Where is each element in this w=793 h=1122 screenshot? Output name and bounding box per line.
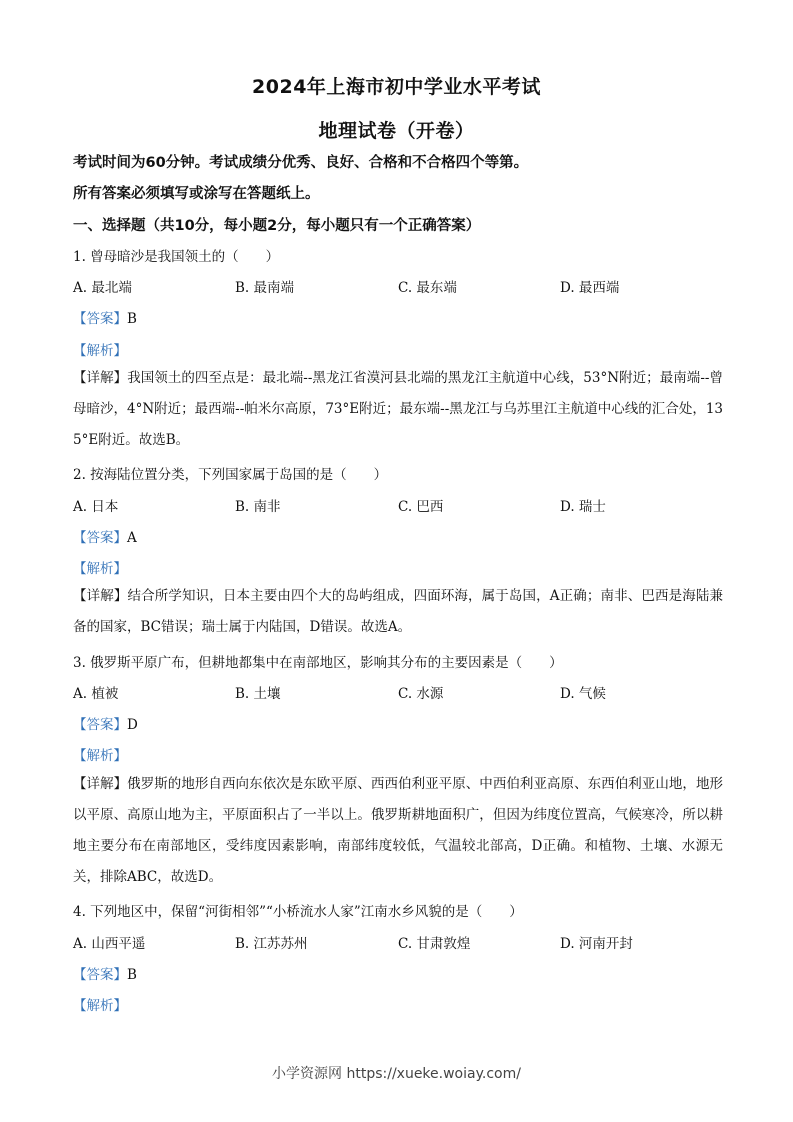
question-options [73, 932, 723, 952]
exam-notice-time: 考试时间为60分钟。考试成绩分优秀、良好、合格和不合格四个等第。 [73, 155, 529, 171]
answer-value: B [127, 311, 137, 327]
answer-line [73, 713, 723, 733]
option-d: D. 最西端 [560, 280, 620, 296]
detail-paragraph [73, 581, 723, 643]
option-b: B. 最南端 [235, 280, 295, 296]
option-c: C. 最东端 [398, 280, 457, 296]
section-heading: 一、选择题（共10分，每小题2分，每小题只有一个正确答案） [73, 218, 481, 234]
answer-line [73, 307, 723, 327]
question-stem: 4. 下列地区中，保留“河街相邻”“小桥流水人家”江南水乡风貌的是（ ） [73, 904, 523, 920]
answer-line [73, 526, 723, 546]
answer-value: B [127, 967, 137, 983]
detail-text: 我国领土的四至点是：最北端--黑龙江省漠河县北端的黑龙江主航道中心线，53°N附近；最南端--曾母暗沙，4°N附近；最西端--帕米尔高原，73°E附近；最东端--黑龙江与乌苏里江主航道中心线的汇合处，135°E附近。故选B。 [73, 370, 723, 448]
question-options [73, 495, 723, 515]
option-c: C. 甘肃敦煌 [398, 936, 471, 952]
answer-tag: 【答案】 [73, 311, 127, 327]
answer-value: D [127, 717, 138, 733]
question-options [73, 276, 723, 296]
answer-tag: 【答案】 [73, 967, 127, 983]
detail-paragraph [73, 769, 723, 893]
option-d: D. 河南开封 [560, 936, 633, 952]
question-options [73, 682, 723, 702]
option-b: B. 江苏苏州 [235, 936, 308, 952]
option-c: C. 水源 [398, 686, 444, 702]
option-a: A. 植被 [73, 686, 119, 702]
question-stem: 3. 俄罗斯平原广布，但耕地都集中在南部地区，影响其分布的主要因素是（ ） [73, 655, 563, 671]
option-c: C. 巴西 [398, 499, 444, 515]
option-a: A. 最北端 [73, 280, 132, 296]
option-d: D. 气候 [560, 686, 606, 702]
exam-notice-answer: 所有答案必须填写或涂写在答题纸上。 [73, 186, 320, 202]
answer-tag: 【答案】 [73, 530, 127, 546]
option-d: D. 瑞士 [560, 499, 606, 515]
option-b: B. 土壤 [235, 686, 281, 702]
option-a: A. 山西平遥 [73, 936, 146, 952]
question-stem: 1. 曾母暗沙是我国领土的（ ） [73, 249, 280, 265]
answer-tag: 【答案】 [73, 717, 127, 733]
page-footer-watermark: 小学资源网 https://xueke.woiay.com/ [272, 1066, 521, 1082]
analysis-tag: 【解析】 [73, 998, 127, 1014]
answer-value: A [127, 530, 137, 546]
detail-text: 俄罗斯的地形自西向东依次是东欧平原、西西伯利亚平原、中西伯利亚高原、东西伯利亚山地，地形以平原、高原山地为主，平原面积占了一半以上。俄罗斯耕地面积广，但因为纬度位置高，气候寒冷，所以耕地主要分布在南部地区，受纬度因素影响，南部纬度较低，气温较北部高，D正确。和植物、土壤、水源无关，排除ABC，故选D。 [73, 776, 724, 885]
question-stem: 2. 按海陆位置分类，下列国家属于岛国的是（ ） [73, 467, 388, 483]
detail-tag: 【详解】 [73, 776, 128, 792]
detail-tag: 【详解】 [73, 370, 128, 386]
analysis-tag: 【解析】 [73, 748, 127, 764]
option-a: A. 日本 [73, 499, 119, 515]
page-title: 2024年上海市初中学业水平考试 [252, 76, 541, 98]
detail-paragraph [73, 363, 723, 456]
option-b: B. 南非 [235, 499, 281, 515]
detail-text: 结合所学知识，日本主要由四个大的岛屿组成，四面环海，属于岛国，A正确；南非、巴西是海陆兼备的国家，BC错误；瑞士属于内陆国，D错误。故选A。 [73, 588, 724, 635]
analysis-tag: 【解析】 [73, 343, 127, 359]
analysis-tag: 【解析】 [73, 561, 127, 577]
detail-tag: 【详解】 [73, 588, 128, 604]
page-subtitle: 地理试卷（开卷） [318, 120, 475, 142]
answer-line [73, 963, 723, 983]
